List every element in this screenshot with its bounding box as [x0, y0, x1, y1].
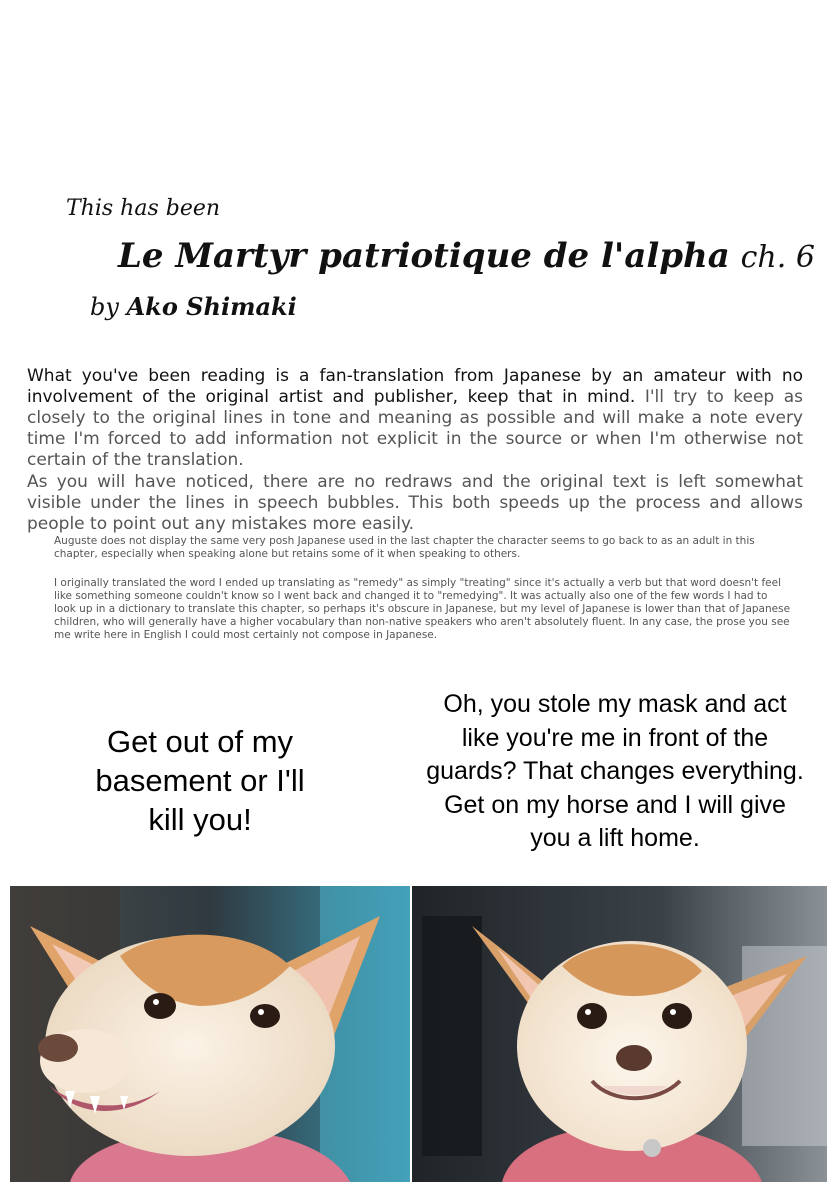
translation-disclaimer	[27, 366, 803, 471]
chapter-label: ch. 6	[740, 240, 815, 275]
translator-note-1: Auguste does not display the same very posh Japanese used in the last chapter the character seems to go back to as an adult in this chapter, especially when speaking alone but retains some of it when speaking to others.	[54, 535, 755, 560]
series-title: Le Martyr patriotique de l'alpha	[118, 236, 730, 276]
smiling-chihuahua-photo	[412, 886, 827, 1182]
title-line	[118, 236, 815, 276]
author-name: Ako Shimaki	[126, 292, 297, 321]
right-caption: Oh, you stole my mask and act like you're me in front of the guards? That changes everything. Get on my horse and I will give you a lift home.	[426, 690, 804, 852]
translator-note-2: I originally translated the word I ended up translating as "remedy" as simply "treating" since it's actually a verb but that word doesn't feel like something someone couldn't know so I went back and changed it to "remedying". It was actually also one of the few words I had to look up in a dictionary to translate this chapter, so perhaps it's obscure in Japanese, but my level of Japanese is lower than that of Japanese children, who will generally have a higher vocabulary than non-native speakers who aren't absolutely fluent. In any case, the prose you see me write here in English I could most certainly not compose in Japanese.	[54, 577, 791, 641]
by-label: by	[90, 293, 119, 321]
redraw-note: As you will have noticed, there are no redraws and the original text is left somewhat visible under the lines in speech bubbles. This both speeds up the process and allows people to point out any mistakes more easily.	[27, 472, 803, 534]
disclaimer-main: What you've been reading is a fan-translation from Japanese by an amateur with no involvement of the original artist and publisher, keep that in mind.	[27, 366, 803, 407]
intro-line: This has been	[66, 196, 221, 221]
angry-chihuahua-photo	[10, 886, 410, 1182]
left-caption: Get out of my basement or I'll kill you!	[95, 724, 305, 837]
disclaimer-detail: I'll try to keep as closely to the original lines in tone and meaning as possible and will make a note every time I'm forced to add information not explicit in the source or when I'm otherwise not certain of the translation.	[27, 387, 803, 470]
byline	[90, 292, 297, 321]
